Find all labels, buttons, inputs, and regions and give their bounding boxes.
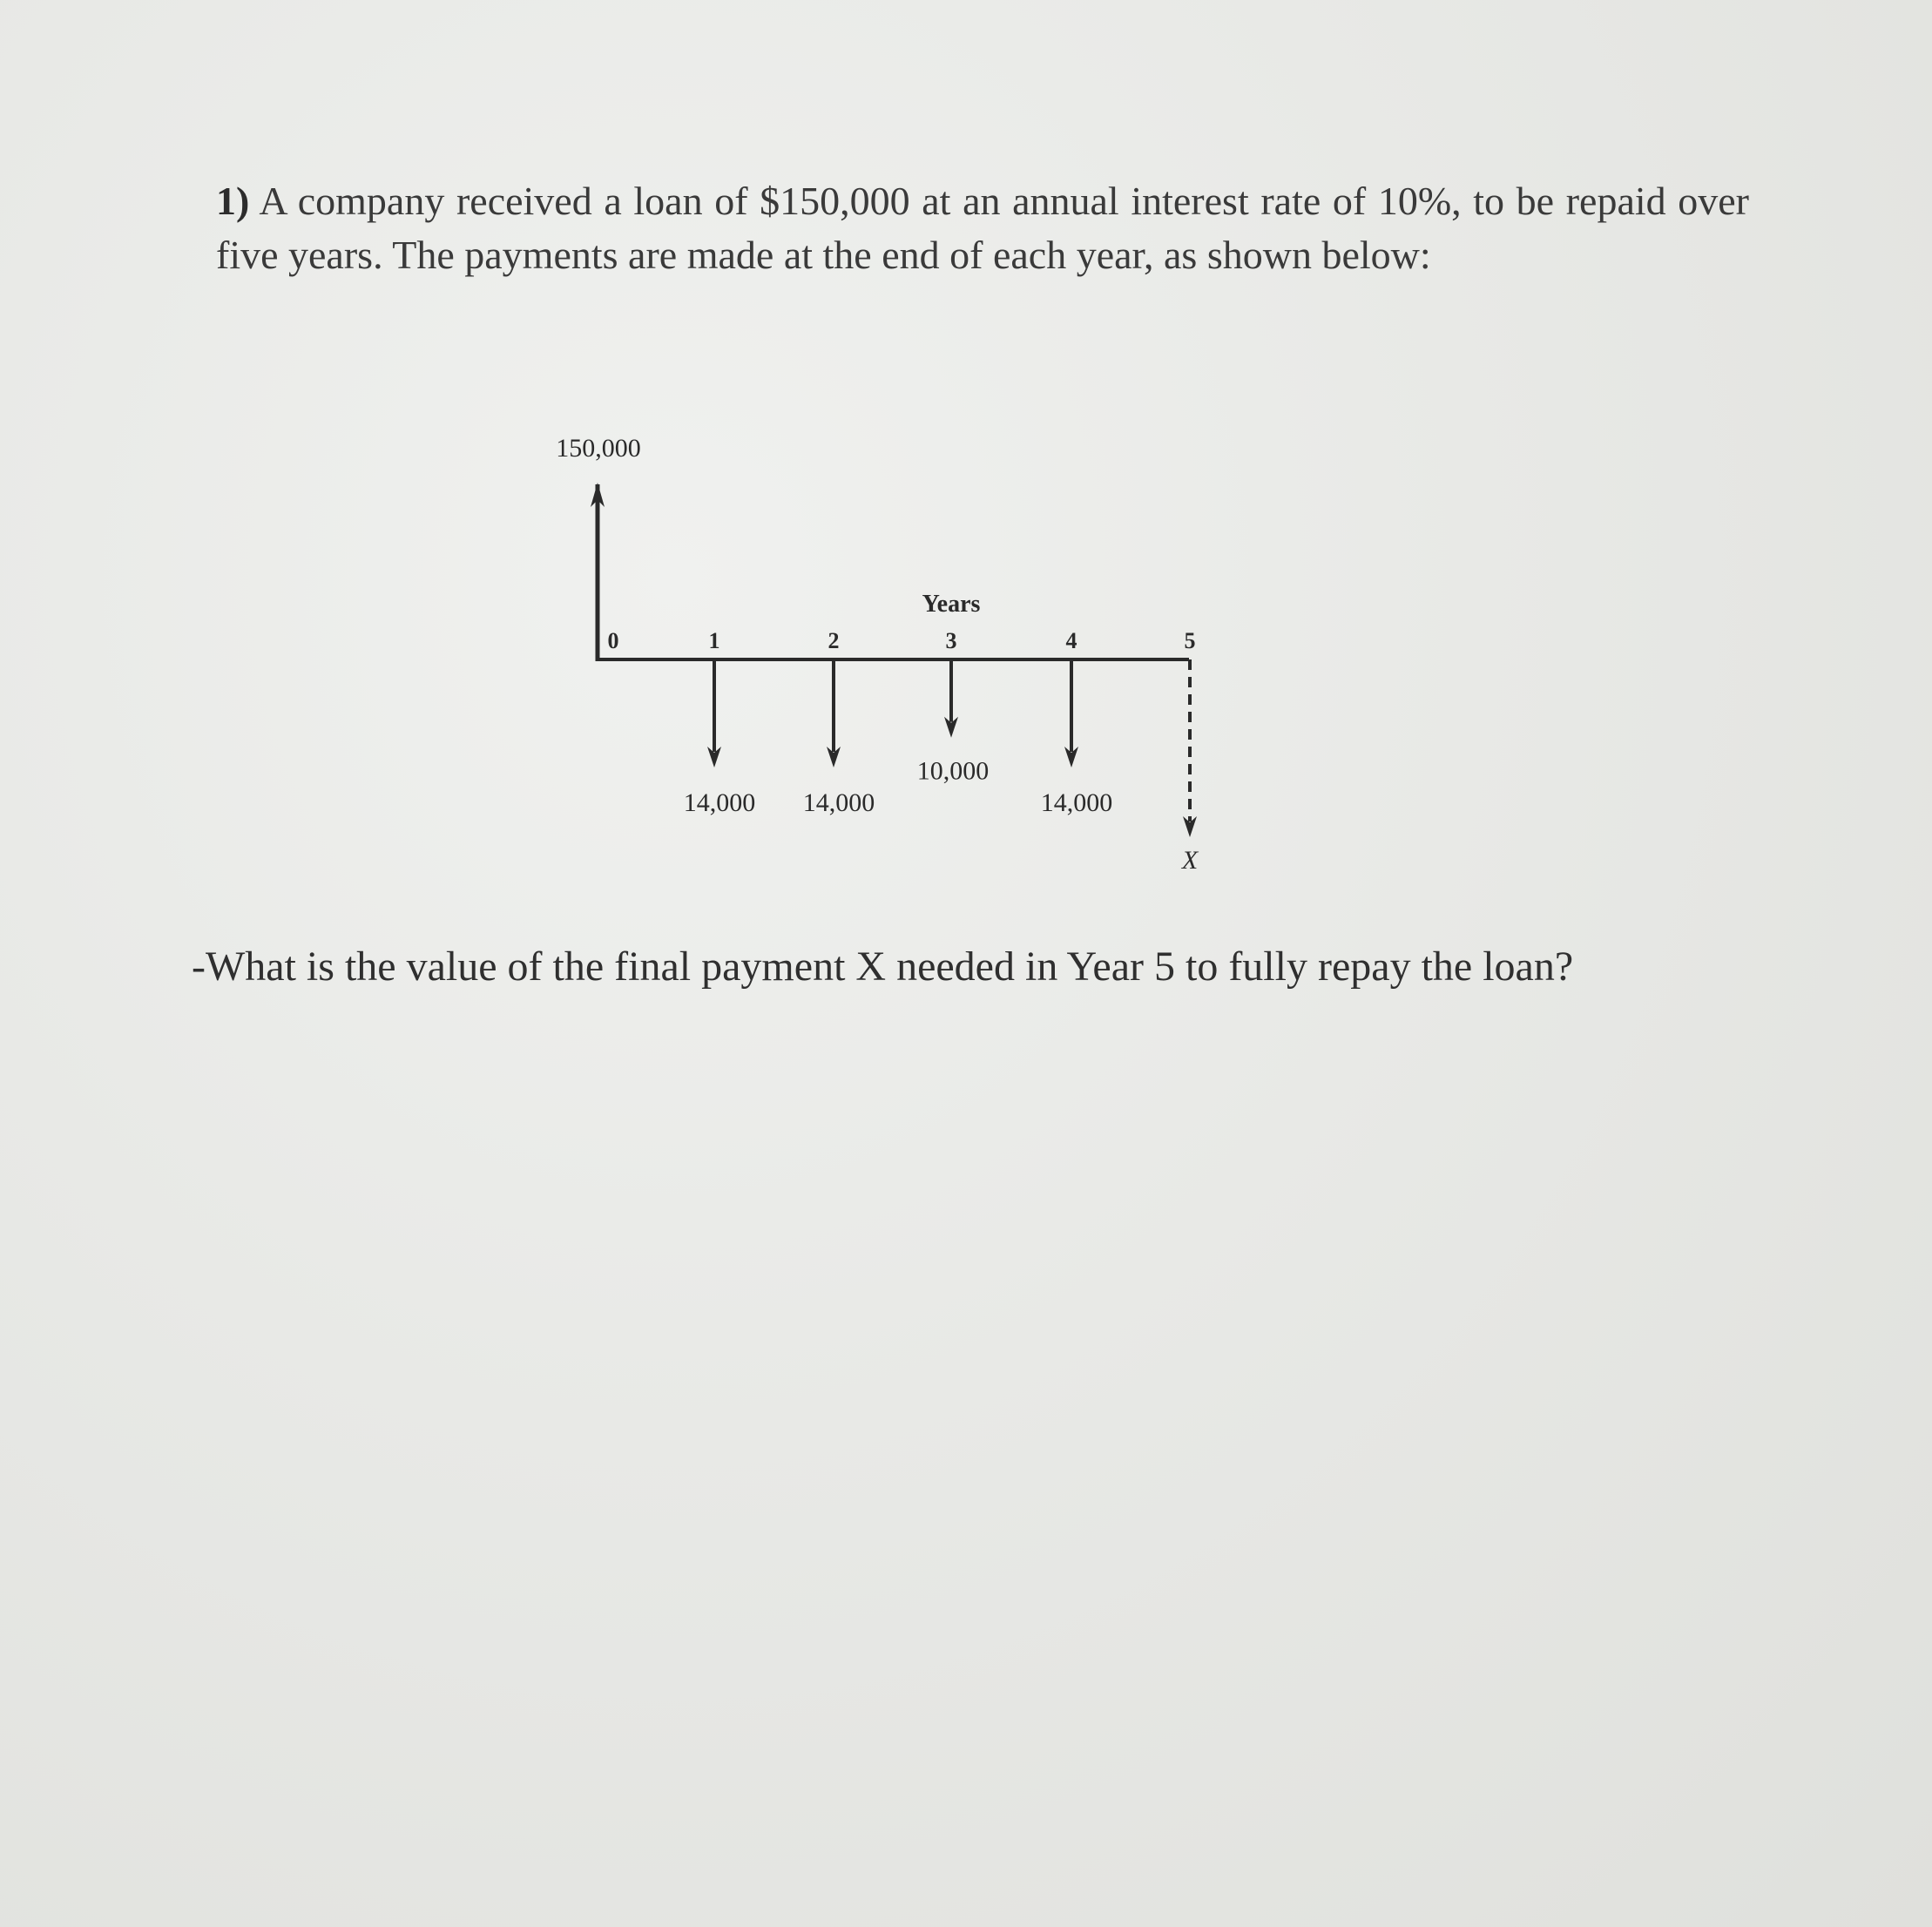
problem-number: 1)	[216, 179, 250, 223]
tick-label-0: 0	[607, 628, 619, 653]
payment-label-year-5: X	[1181, 846, 1199, 875]
tick-labels	[608, 628, 1196, 653]
payment-label-year-1: 14,000	[683, 788, 756, 817]
problem-text: A company received a loan of $150,000 at an annual interest rate of 10%, to be repaid over five years. The payments are made at the end of each year, as shown below:	[216, 179, 1749, 277]
cash-flow-diagram	[523, 418, 1237, 906]
payment-label-year-2: 14,000	[802, 788, 875, 817]
tick-label-5: 5	[1184, 628, 1196, 653]
problem-statement	[216, 174, 1749, 282]
tick-label-3: 3	[945, 628, 957, 653]
axis-title: Years	[922, 591, 981, 618]
tick-label-1: 1	[708, 628, 720, 653]
tick-label-2: 2	[828, 628, 840, 653]
payment-label-year-4: 14,000	[1040, 788, 1113, 817]
question-text: -What is the value of the final payment X needed in Year 5 to fully repay the loan?	[192, 943, 1574, 990]
payment-label-year-3: 10,000	[916, 756, 990, 786]
tick-label-4: 4	[1065, 628, 1077, 653]
loan-amount-label: 150,000	[556, 434, 641, 463]
payment-arrows	[684, 659, 1199, 875]
